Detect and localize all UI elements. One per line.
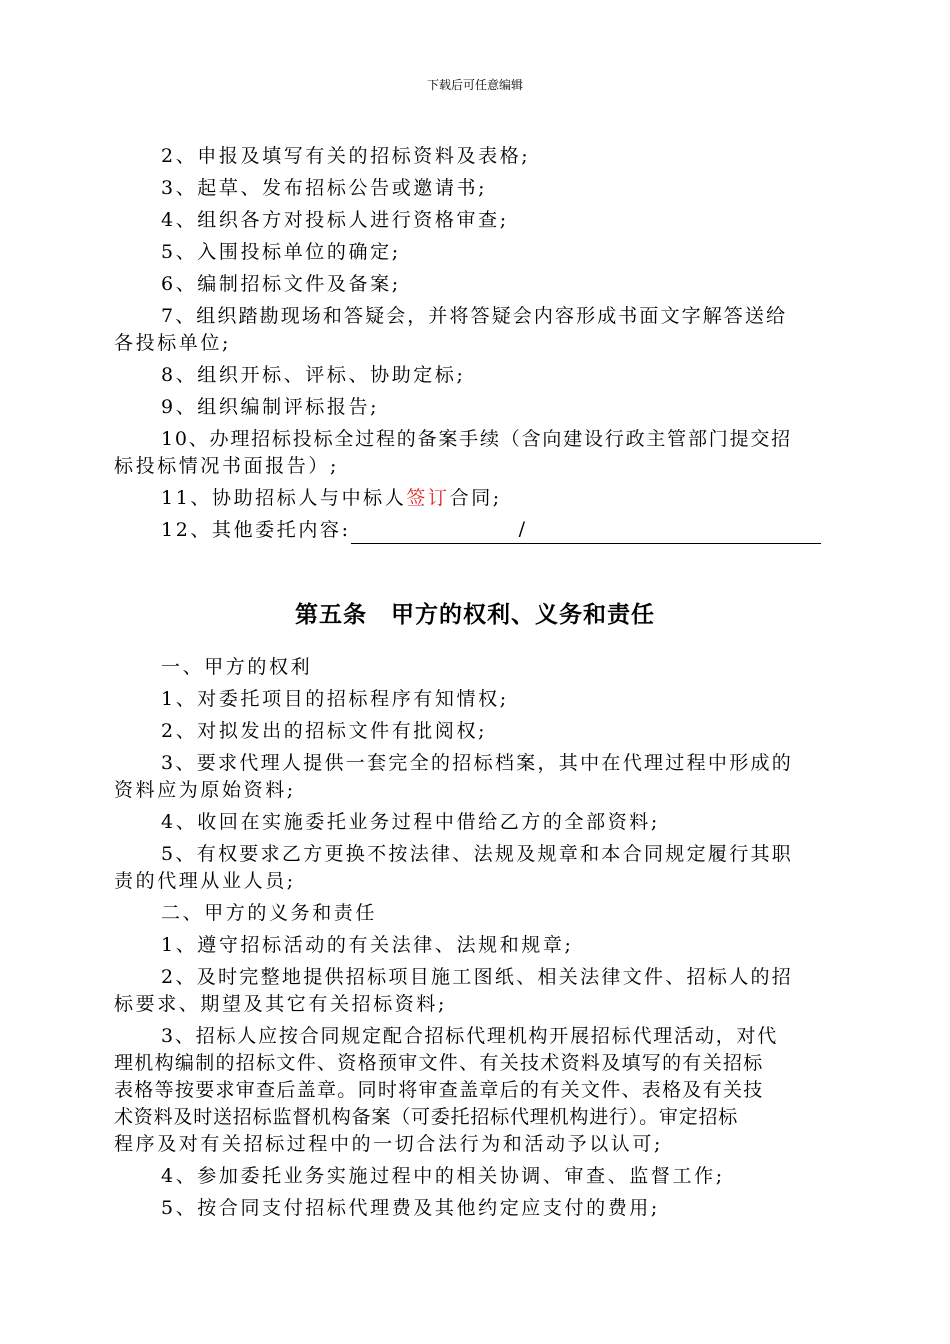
list-item: 3、起草、发布招标公告或邀请书; xyxy=(161,177,488,199)
list-item-other-content xyxy=(114,517,830,544)
list-item-continuation: 程序及对有关招标过程中的一切合法行为和活动予以认可; xyxy=(114,1133,664,1155)
list-item: 4、收回在实施委托业务过程中借给乙方的全部资料; xyxy=(161,811,660,833)
list-item-continuation: 标要求、期望及其它有关招标资料; xyxy=(114,993,448,1015)
other-content-label: 12、其他委托内容: xyxy=(161,519,351,541)
list-item: 5、入围投标单位的确定; xyxy=(161,241,401,263)
list-item: 2、对拟发出的招标文件有批阅权; xyxy=(161,720,488,742)
list-item: 2、及时完整地提供招标项目施工图纸、相关法律文件、招标人的招 xyxy=(161,966,794,988)
list-item: 2、申报及填写有关的招标资料及表格; xyxy=(161,145,531,167)
list-item-continuation: 责的代理从业人员; xyxy=(114,870,296,892)
list-item-continuation: 标投标情况书面报告）; xyxy=(114,455,340,477)
list-item-continuation: 资料应为原始资料; xyxy=(114,779,296,801)
list-item-continuation: 理机构编制的招标文件、资格预审文件、有关技术资料及填写的有关招标 xyxy=(114,1052,764,1074)
page-header-note: 下载后可任意编辑 xyxy=(426,78,523,92)
list-item: 3、招标人应按合同规定配合招标代理机构开展招标代理活动，对代 xyxy=(161,1025,779,1047)
other-content-blank-line xyxy=(351,520,821,544)
list-item: 5、有权要求乙方更换不按法律、法规及规章和本合同规定履行其职 xyxy=(161,843,794,865)
list-item-text: 11、协助招标人与中标人 xyxy=(161,487,407,509)
highlighted-text: 签订 xyxy=(406,487,450,509)
list-item-continuation: 表格等按要求审查后盖章。同时将审查盖章后的有关文件、表格及有关技 xyxy=(114,1079,764,1101)
list-item: 6、编制招标文件及备案; xyxy=(161,273,401,295)
list-item: 3、要求代理人提供一套完全的招标档案，其中在代理过程中形成的 xyxy=(161,752,794,774)
list-item-text: 合同; xyxy=(449,487,502,509)
list-item: 9、组织编制评标报告; xyxy=(161,396,380,418)
section-heading: 第五条 甲方的权利、义务和责任 xyxy=(295,602,655,628)
blank-value: / xyxy=(518,518,525,540)
list-item: 5、按合同支付招标代理费及其他约定应支付的费用; xyxy=(161,1197,660,1219)
list-item: 8、组织开标、评标、协助定标; xyxy=(161,364,466,386)
agency-scope-list xyxy=(114,143,830,544)
subheading-duties: 二、甲方的义务和责任 xyxy=(161,902,378,924)
list-item-continuation: 各投标单位; xyxy=(114,332,232,354)
list-item: 4、参加委托业务实施过程中的相关协调、审查、监督工作; xyxy=(161,1165,725,1187)
list-item-continuation: 术资料及时送招标监督机构备案（可委托招标代理机构进行）。审定招标 xyxy=(114,1106,739,1128)
party-a-rights-duties xyxy=(114,654,830,1222)
list-item: 1、对委托项目的招标程序有知情权; xyxy=(161,688,509,710)
list-item: 10、办理招标投标全过程的备案手续（含向建设行政主管部门提交招 xyxy=(161,428,792,450)
subheading-rights: 一、甲方的权利 xyxy=(161,656,313,678)
list-item-sign-contract xyxy=(114,485,830,512)
list-item: 4、组织各方对投标人进行资格审查; xyxy=(161,209,509,231)
list-item: 1、遵守招标活动的有关法律、法规和规章; xyxy=(161,934,574,956)
list-item: 7、组织踏勘现场和答疑会，并将答疑会内容形成书面文字解答送给 xyxy=(161,305,788,327)
